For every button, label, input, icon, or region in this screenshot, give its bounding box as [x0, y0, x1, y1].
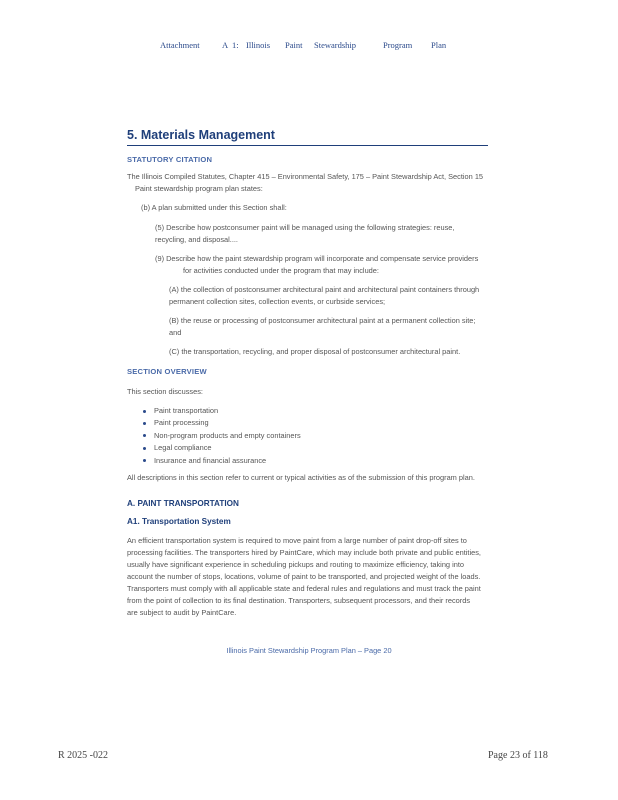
list-item: Paint transportation: [140, 405, 301, 417]
list-item: Insurance and financial assurance: [140, 455, 301, 467]
document-reference: R 2025 -022: [58, 750, 108, 761]
bullet-icon: [143, 434, 146, 437]
header-word: Stewardship: [314, 40, 357, 50]
header-word: Paint: [285, 40, 303, 50]
header-word: Program: [383, 40, 413, 50]
transportation-system-heading: A1. Transportation System: [127, 517, 231, 526]
section-overview-heading: SECTION OVERVIEW: [127, 367, 207, 376]
body-line: from the point of collection to its final destination. Transporters, subsequent processors, and their records: [127, 596, 471, 605]
statute-item-5: recycling, and disposal....: [155, 235, 238, 244]
statutory-intro-line: Paint stewardship program plan states:: [135, 184, 263, 193]
list-item: Legal compliance: [140, 442, 301, 454]
bullet-icon: [143, 422, 146, 425]
section-title-rule: [127, 145, 488, 146]
body-line: are subject to audit by PaintCare.: [127, 608, 237, 617]
statute-item-c: (C) the transportation, recycling, and proper disposal of postconsumer architectural paint.: [169, 347, 461, 356]
header-word: Attachment: [160, 40, 200, 50]
statutory-citation-heading: STATUTORY CITATION: [127, 155, 213, 164]
section-title: 5. Materials Management: [127, 128, 275, 142]
overview-bullet-list: [140, 405, 301, 467]
statute-item-a: (A) the collection of postconsumer architectural paint and architectural paint containers through: [169, 285, 480, 294]
page-number: Page 23 of 118: [488, 750, 548, 761]
statute-b-line: (b) A plan submitted under this Section shall:: [141, 203, 287, 212]
header-word: Plan: [431, 40, 447, 50]
statute-item-b: (B) the reuse or processing of postconsumer architectural paint at a permanent collection site;: [169, 316, 476, 325]
statute-item-a: permanent collection sites, collection events, or curbside services;: [169, 297, 386, 306]
header-word: A: [222, 40, 229, 50]
list-item: Paint processing: [140, 417, 301, 429]
body-line: Transporters must comply with all applicable state and federal rules and regulations and must track the paint: [127, 584, 481, 593]
paint-transportation-heading: A. PAINT TRANSPORTATION: [127, 499, 239, 508]
statute-item-b: and: [169, 328, 182, 337]
bullet-icon: [143, 410, 146, 413]
statute-item-9: for activities conducted under the program that may include:: [183, 266, 379, 275]
statute-item-9: (9) Describe how the paint stewardship program will incorporate and compensate service providers: [155, 254, 479, 263]
statutory-intro-line: The Illinois Compiled Statutes, Chapter 415 – Environmental Safety, 175 – Paint Stewardship Act, Section 15: [127, 172, 484, 181]
statute-item-5: (5) Describe how postconsumer paint will be managed using the following strategies: reuse,: [155, 223, 455, 232]
inner-page-footer: Illinois Paint Stewardship Program Plan – Page 20: [226, 646, 392, 655]
overview-intro: This section discusses:: [127, 387, 203, 396]
body-line: processing facilities. The transporters hired by PaintCare, which may include both private and public entities,: [127, 548, 481, 557]
body-line: usually have significant experience in scheduling pickups and routing to maximize efficiency, taking into: [127, 560, 465, 569]
bullet-icon: [143, 459, 146, 462]
bullet-icon: [143, 447, 146, 450]
header-word: 1:: [232, 40, 239, 50]
header-word: Illinois: [246, 40, 271, 50]
list-item: Non-program products and empty containers: [140, 430, 301, 442]
overview-note: All descriptions in this section refer to current or typical activities as of the submission of this program plan.: [127, 473, 475, 482]
body-line: account the number of stops, locations, volume of paint to be transported, and projected weight of the loads.: [127, 572, 481, 581]
body-line: An efficient transportation system is required to move paint from a large number of paint drop-off sites to: [127, 536, 467, 545]
attachment-header: [0, 40, 618, 54]
